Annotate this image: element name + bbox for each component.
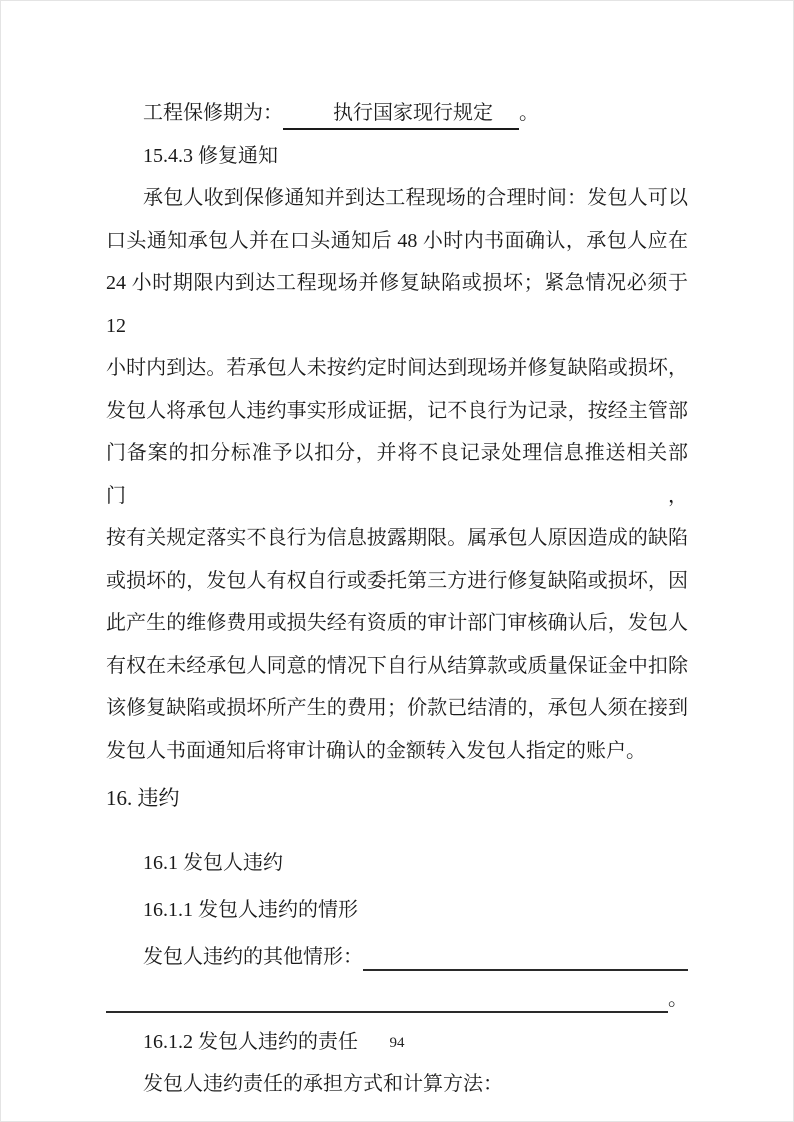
other-situations-label: 发包人违约的其他情形： [143, 945, 363, 968]
warranty-period-value: 执行国家现行规定 [283, 99, 519, 130]
blank-line-fullstop: 。 [668, 988, 688, 1010]
warranty-period-line [106, 92, 688, 135]
page-number: 94 [389, 1035, 405, 1051]
paragraph-line: 或损坏的，发包人有权自行或委托第三方进行修复缺陷或损坏，因 [106, 569, 688, 592]
paragraph-line: 发包人书面通知后将审计确认的金额转入发包人指定的账户。 [106, 739, 646, 762]
paragraph-line: 发包人将承包人违约事实形成证据，记不良行为记录，按经主管部 [106, 399, 688, 422]
warranty-period-fullstop: 。 [519, 102, 539, 124]
blank-continuation-line [106, 978, 688, 1021]
paragraph-line: 有权在未经承包人同意的情况下自行从结算款或质量保证金中扣除 [106, 654, 688, 677]
fill-in-blank-continuation [106, 978, 668, 1013]
paragraph-line: 口头通知承包人并在口头通知后 48 小时内书面确认，承包人应在 [106, 229, 688, 252]
paragraph-line: 24 小时期限内到达工程现场并修复缺陷或损坏；紧急情况必须于 12 [106, 272, 688, 337]
heading-16-1-1: 16.1.1 发包人违约的情形 [143, 899, 358, 921]
other-situations-line [106, 936, 688, 979]
warranty-period-label: 工程保修期为： [143, 102, 283, 124]
paragraph-line: 承包人收到保修通知并到达工程现场的合理时间：发包人可以 [143, 187, 688, 209]
paragraph-line: 按有关规定落实不良行为信息披露期限。属承包人原因造成的缺陷 [106, 527, 688, 549]
fill-in-blank-first [363, 936, 688, 971]
paragraph-line: 小时内到达。若承包人未按约定时间达到现场并修复缺陷或损坏， [106, 357, 688, 379]
liability-method-line: 发包人违约责任的承担方式和计算方法： [143, 1073, 503, 1095]
paragraph-line: 该修复缺陷或损坏所产生的费用；价款已结清的，承包人须在接到 [106, 697, 688, 719]
paragraph-line: 门备案的扣分标准予以扣分，并将不良记录处理信息推送相关部门， [106, 442, 688, 507]
paragraph-line: 此产生的维修费用或损失经有资质的审计部门审核确认后，发包人 [106, 612, 688, 634]
repair-notice-paragraph [106, 177, 688, 772]
heading-16: 16. 违约 [106, 786, 180, 810]
heading-16-1-2: 16.1.2 发包人违约的责任 [143, 1030, 358, 1053]
heading-15-4-3: 15.4.3 修复通知 [143, 144, 278, 167]
heading-16-1: 16.1 发包人违约 [143, 851, 283, 874]
